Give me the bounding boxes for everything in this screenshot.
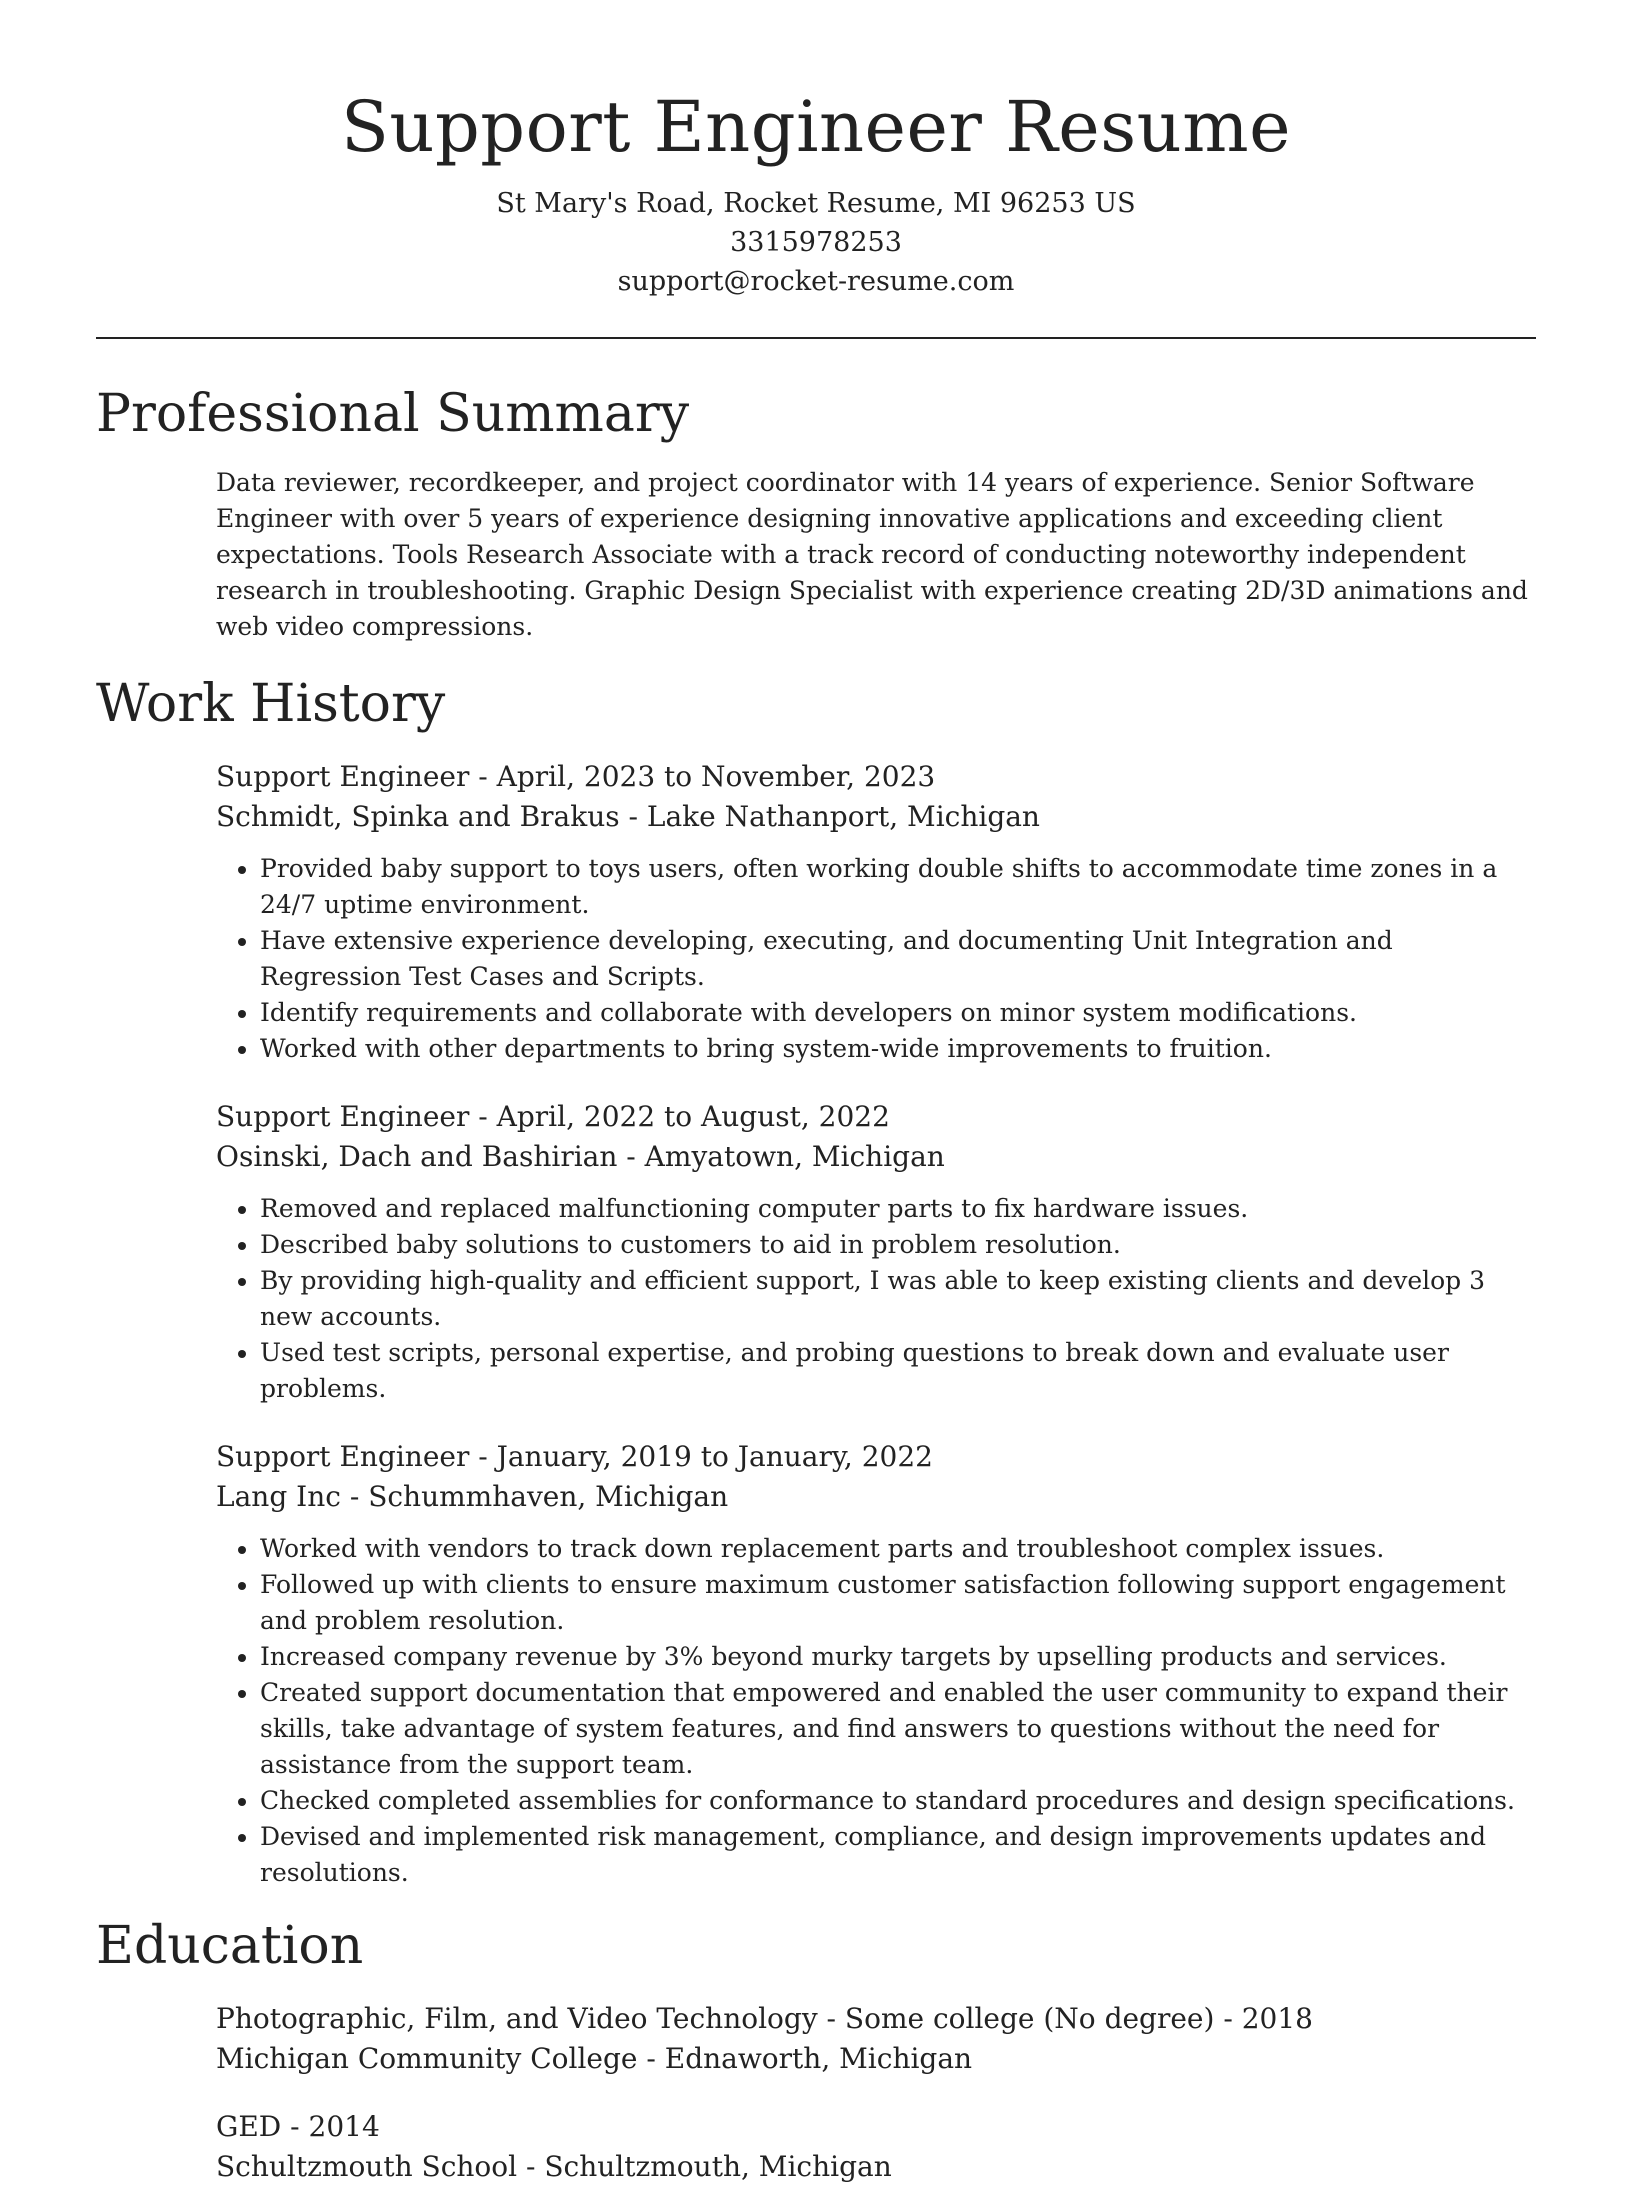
- job-bullet: • Worked with other departments to bring system-wide improvements to fruition.: [260, 1031, 1536, 1067]
- contact-block: [0, 184, 1632, 301]
- job-entry: [216, 757, 1536, 1067]
- job-bullet: • Followed up with clients to ensure maximum customer satisfaction following support engagement and problem resolution.: [260, 1567, 1536, 1639]
- job-bullet: • Removed and replaced malfunctioning computer parts to fix hardware issues.: [260, 1191, 1536, 1227]
- job-entry: [216, 1437, 1536, 1891]
- job-bullets: [216, 1191, 1536, 1407]
- job-bullet: • Used test scripts, personal expertise, and probing questions to break down and evaluate user problems.: [260, 1335, 1536, 1407]
- job-location: Lake Nathanport, Michigan: [646, 800, 1040, 833]
- summary-text: Data reviewer, recordkeeper, and project coordinator with 14 years of experience. Senior Software Engineer with over 5 years of experience designing innovative applications and exceeding client expectations. Tools Research Associate with a track record of conducting noteworthy independent research in troubleshooting. Graphic Design Specialist with experience creating 2D/3D animations and web video compressions.: [216, 468, 1528, 641]
- job-company: Lang Inc: [216, 1480, 341, 1513]
- job-bullet: • By providing high-quality and efficient support, I was able to keep existing clients and develop 3 new accounts.: [260, 1263, 1536, 1335]
- contact-email: support@rocket-resume.com: [617, 266, 1015, 297]
- job-bullet: • Identify requirements and collaborate with developers on minor system modifications.: [260, 995, 1536, 1031]
- job-bullet: • Described baby solutions to customers to aid in problem resolution.: [260, 1227, 1536, 1263]
- job-bullet: • Created support documentation that empowered and enabled the user community to expand their skills, take advantage of system features, and find answers to questions without the need for assistance from the support team.: [260, 1675, 1536, 1783]
- education-location: Ednaworth, Michigan: [664, 2042, 973, 2075]
- education-heading: Education: [96, 1916, 364, 1976]
- education-degree: GED - 2014: [216, 2110, 380, 2143]
- job-company-line: Lang Inc - Schummhaven, Michigan: [216, 1480, 729, 1513]
- education-entry: [216, 1999, 1536, 2079]
- education-degree: Photographic, Film, and Video Technology - Some college (No degree) - 2018: [216, 2002, 1313, 2035]
- job-location: Schummhaven, Michigan: [368, 1480, 729, 1513]
- job-bullet: • Have extensive experience developing, executing, and documenting Unit Integration and Regression Test Cases and Scripts.: [260, 923, 1536, 995]
- job-company-line: Schmidt, Spinka and Brakus - Lake Nathanport, Michigan: [216, 800, 1040, 833]
- work-history-section: [0, 673, 1632, 1891]
- job-bullets: [216, 851, 1536, 1067]
- job-company: Osinski, Dach and Bashirian: [216, 1140, 618, 1173]
- job-company-line: Osinski, Dach and Bashirian - Amyatown, Michigan: [216, 1140, 945, 1173]
- job-title-line: Support Engineer - January, 2019 to January, 2022: [216, 1440, 933, 1473]
- job-dates: April, 2023 to November, 2023: [496, 760, 936, 793]
- resume-title: Support Engineer Resume: [340, 86, 1292, 168]
- job-dates: January, 2019 to January, 2022: [496, 1440, 933, 1473]
- job-entry: [216, 1097, 1536, 1407]
- education-school-line: Schultzmouth School - Schultzmouth, Michigan: [216, 2150, 892, 2183]
- header-divider: [96, 337, 1536, 339]
- job-role: Support Engineer: [216, 1100, 470, 1133]
- education-entry: [216, 2107, 1536, 2187]
- education-school: Michigan Community College: [216, 2042, 638, 2075]
- job-title-line: Support Engineer - April, 2023 to November, 2023: [216, 760, 936, 793]
- job-role: Support Engineer: [216, 1440, 470, 1473]
- education-section: [0, 1915, 1632, 2187]
- education-location: Schultzmouth, Michigan: [544, 2150, 892, 2183]
- contact-address: St Mary's Road, Rocket Resume, MI 96253 US: [496, 188, 1136, 219]
- job-bullet: • Checked completed assemblies for conformance to standard procedures and design specifications.: [260, 1783, 1536, 1819]
- summary-heading: Professional Summary: [96, 384, 690, 444]
- summary-section: [0, 383, 1632, 645]
- job-bullet: • Devised and implemented risk management, compliance, and design improvements updates and resolutions.: [260, 1819, 1536, 1891]
- job-location: Amyatown, Michigan: [644, 1140, 945, 1173]
- job-role: Support Engineer: [216, 760, 470, 793]
- work-history-heading: Work History: [96, 674, 446, 734]
- job-bullets: [216, 1531, 1536, 1891]
- contact-phone: 3315978253: [730, 227, 902, 258]
- job-bullet: • Increased company revenue by 3% beyond murky targets by upselling products and services.: [260, 1639, 1536, 1675]
- job-title-line: Support Engineer - April, 2022 to August, 2022: [216, 1100, 890, 1133]
- education-school: Schultzmouth School: [216, 2150, 518, 2183]
- job-dates: April, 2022 to August, 2022: [496, 1100, 890, 1133]
- job-company: Schmidt, Spinka and Brakus: [216, 800, 620, 833]
- job-bullet: • Worked with vendors to track down replacement parts and troubleshoot complex issues.: [260, 1531, 1536, 1567]
- education-school-line: Michigan Community College - Ednaworth, Michigan: [216, 2042, 973, 2075]
- resume-header: [0, 0, 1632, 301]
- job-bullet: • Provided baby support to toys users, often working double shifts to accommodate time zones in a 24/7 uptime environment.: [260, 851, 1536, 923]
